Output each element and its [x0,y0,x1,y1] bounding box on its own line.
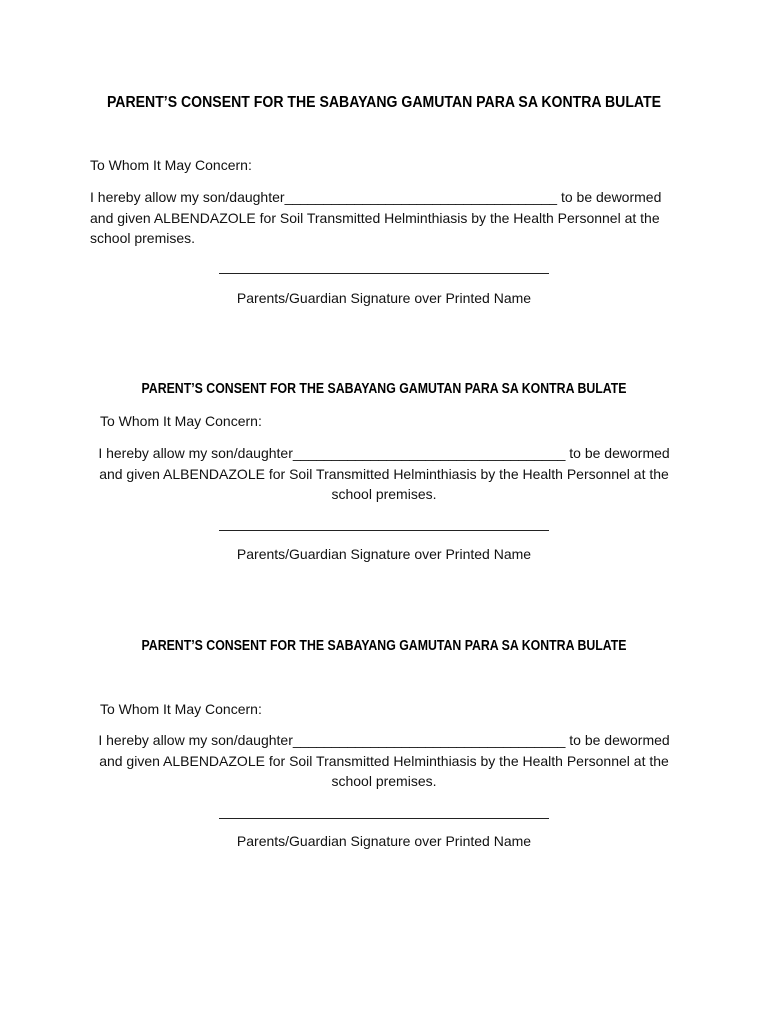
signature-label: Parents/Guardian Signature over Printed Name [236,546,532,562]
signature-line [219,530,549,531]
greeting: To Whom It May Concern: [100,413,262,429]
greeting: To Whom It May Concern: [100,701,262,717]
consent-paragraph [90,187,665,249]
greeting: To Whom It May Concern: [90,157,252,173]
child-name-blank: ___________________________________ [292,445,566,461]
body-prefix: I hereby allow my son/daughter [98,732,293,748]
consent-paragraph [96,443,672,505]
child-name-blank: ___________________________________ [284,189,558,205]
body-prefix: I hereby allow my son/daughter [90,189,285,205]
body-suffix: to be dewormed and given ALBENDAZOLE for Soil Transmitted Helminthiasis by the Health Personnel at the school premises. [99,445,670,503]
signature-line [219,818,549,819]
form-title: PARENT’S CONSENT FOR THE SABAYANG GAMUTAN PARA SA KONTRA BULATE [141,381,627,397]
signature-line [219,273,549,274]
body-suffix: to be dewormed and given ALBENDAZOLE for Soil Transmitted Helminthiasis by the Health Personnel at the school premises. [90,189,662,247]
consent-paragraph [96,730,672,792]
child-name-blank: ___________________________________ [292,732,566,748]
form-title: PARENT’S CONSENT FOR THE SABAYANG GAMUTAN PARA SA KONTRA BULATE [141,638,627,654]
body-prefix: I hereby allow my son/daughter [98,445,293,461]
body-suffix: to be dewormed and given ALBENDAZOLE for Soil Transmitted Helminthiasis by the Health Personnel at the school premises. [99,732,670,790]
form-title: PARENT’S CONSENT FOR THE SABAYANG GAMUTAN PARA SA KONTRA BULATE [106,94,662,111]
signature-label: Parents/Guardian Signature over Printed Name [236,833,532,849]
signature-label: Parents/Guardian Signature over Printed Name [236,290,532,306]
